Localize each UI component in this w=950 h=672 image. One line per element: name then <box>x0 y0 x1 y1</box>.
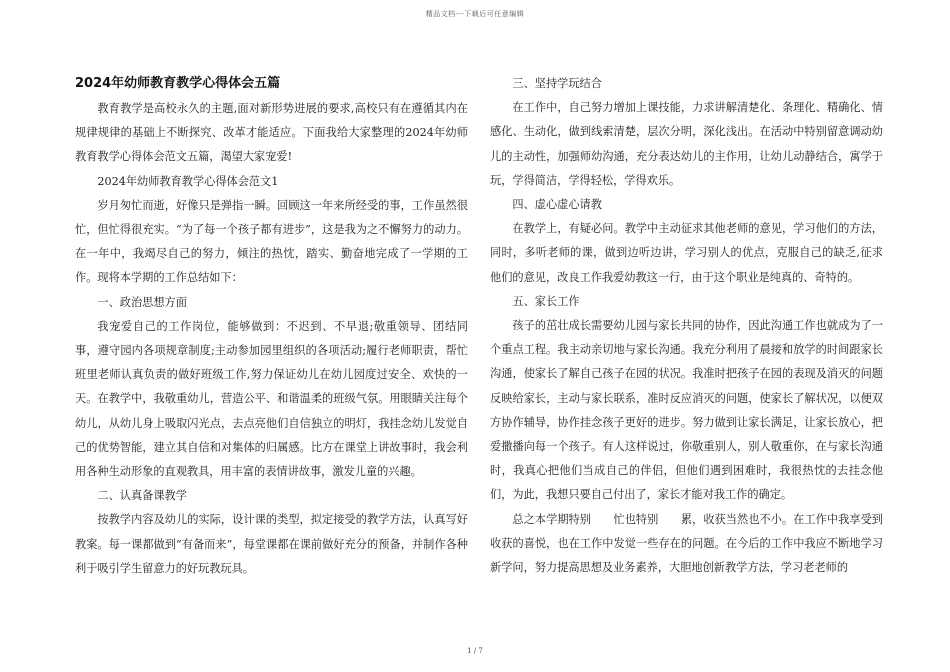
section-heading-parents: 五、家长工作 <box>512 294 580 308</box>
page-number: 1 / 7 <box>467 647 483 655</box>
intro-paragraph: 教育教学是高校永久的主题,面对新形势进展的要求,高校只有在遵循其内在规律规律的基础上不断探究、改革才能适应。下面我给大家整理的2024年幼师教育教学心得体会范文五篇，渴望大家宠爱! <box>75 102 468 164</box>
right-column <box>490 72 883 580</box>
left-column <box>75 72 468 581</box>
page-header: 精品文档---下载后可任意编辑 <box>425 10 525 18</box>
summary-paragraph: 总之本学期特别 忙也特别 累，收获当然也不小。在工作中我享受到收获的喜悦，也在工作中发觉一些存在的问题。在今后的工作中我应不断地学习新学问，努力提高思想及业务素养，大胆地创新教学方法，学习老老师的 <box>490 512 883 575</box>
body-paragraph: 在教学上，有疑必问。教学中主动征求其他老师的意见，学习他们的方法，同时，多听老师的课，做到边听边讲，学习别人的优点，克服自己的缺乏,征求他们的意见，改良工作我爱幼教这一行，由于这个职业是纯真的、奇特的。 <box>490 222 883 284</box>
section-heading-learn-play: 三、坚持学玩结合 <box>512 77 602 90</box>
section-heading-lesson-prep: 二、认真备课教学 <box>97 489 187 503</box>
body-paragraph: 我宠爱自己的工作岗位，能够做到：不迟到、不早退;敬重领导、团结同事，遵守园内各项规章制度;主动参加园里组织的各项活动;履行老师职责，帮忙班里老师认真负责的做好班级工作,努力保证幼儿在幼儿园度过安全、欢快的一天。在教学中，我敬重幼儿，营造公平、和谐温柔的班级气氛。用眼睛关注每个幼儿，从幼儿身上吸取闪光点，去点亮他们自信独立的明灯，我挂念幼儿发觉自己的优势智能，建立其自信和对集体的归属感。比方在课堂上讲故事时，我会利用各种生动形象的直观教具，用丰富的表情讲故事，激发儿童的兴趣。 <box>75 319 468 479</box>
body-paragraph: 在工作中，自己努力增加上课技能，力求讲解清楚化、条理化、精确化、情感化、生动化，做到线索清楚，层次分明，深化浅出。在活动中特别留意调动幼儿的主动性，加强师幼沟通，充分表达幼儿的主作用，让幼儿动静结合，寓学于玩，学得简洁，学得轻松，学得欢乐。 <box>490 101 883 187</box>
section-heading-politics: 一、政治思想方面 <box>97 295 187 309</box>
section-heading-humble: 四、虚心虚心请教 <box>512 198 602 212</box>
sample-heading: 2024年幼师教育教学心得体会范文1 <box>97 174 279 188</box>
body-paragraph: 按教学内容及幼儿的实际，设计课的类型，拟定接受的教学方法，认真写好教案。每一课都做到“有备而来”，每堂课都在课前做好充分的预备，并制作各种利于吸引学生留意力的好玩教玩具。 <box>75 513 468 575</box>
body-paragraph: 孩子的茁壮成长需要幼儿园与家长共同的协作，因此沟通工作也就成为了一个重点工程。我主动亲切地与家长沟通。我充分利用了晨接和放学的时间跟家长沟通，使家长了解自己孩子在园的状况。我准时把孩子在园的表现及消灭的问题反映给家长，主动与家长联系，准时反应消灭的问题，使家长了解状况，以便双方协作辅导，协作挂念孩子更好的进步。努力做到让家长满足，让家长放心，把爱撒播向每一个孩子。有人这样说过，你敬重别人，别人敬重你，在与家长沟通时，我真心把他们当成自己的伴侣，但他们遇到困难时，我很热忱的去挂念他们，为此，我想只要自己付出了，家长才能对我工作的确定。 <box>490 319 883 502</box>
body-paragraph: 岁月匆忙而逝，好像只是弹指一瞬。回顾这一年来所经受的事，工作虽然很忙，但忙得很充实。“为了每一个孩子都有进步”，这是我为之不懈努力的动力。在一年中，我竭尽自己的努力，倾注的热忱，踏实、勤奋地完成了一学期的工作。现将本学期的工作总结如下： <box>75 198 468 285</box>
document-title: 2024年幼师教育教学心得体会五篇 <box>75 76 281 91</box>
